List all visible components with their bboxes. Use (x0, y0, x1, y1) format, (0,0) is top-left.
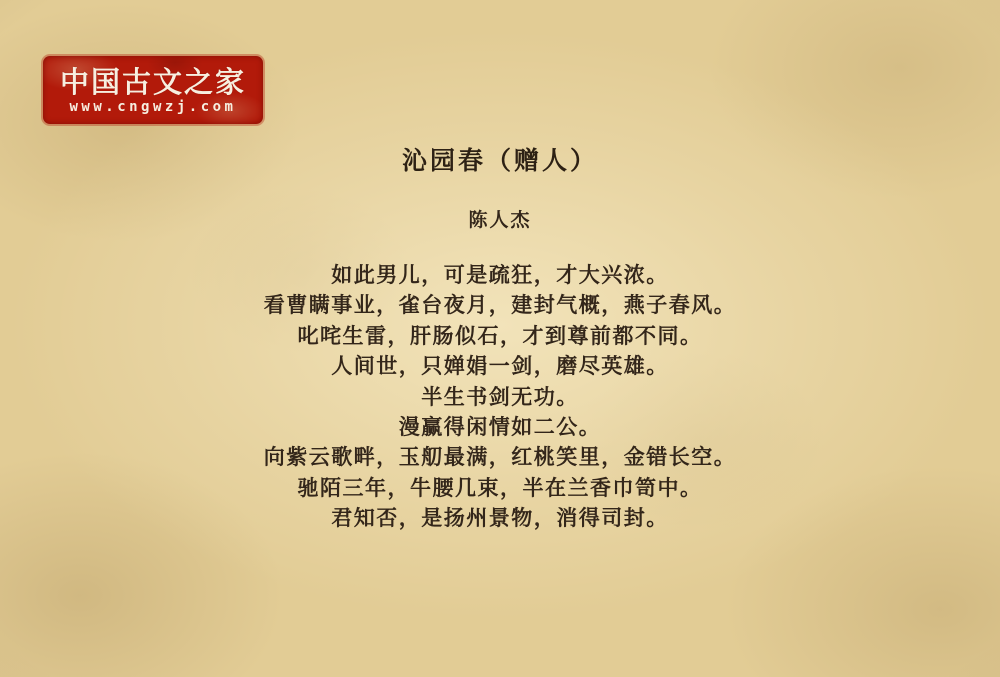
poem-line: 君知否，是扬州景物，消得司封。 (331, 506, 669, 531)
poem-line: 如此男儿，可是疏狂，才大兴浓。 (331, 263, 669, 287)
poem-title: 沁园春（赠人） (401, 146, 598, 175)
poem-line: 叱咤生雷，肝肠似石，才到尊前都不同。 (297, 323, 703, 348)
poem-line: 驰陌三年，牛腰几束，半在兰香巾笥中。 (297, 475, 703, 500)
site-logo-title: 中国古文之家 (59, 64, 246, 99)
poem-line: 半生书剑无功。 (421, 384, 579, 409)
poem-line: 向紫云歌畔，玉舠最满，红桃笑里，金错长空。 (263, 445, 737, 470)
poem-line: 漫赢得闲情如二公。 (398, 415, 602, 440)
site-seal-logo (43, 56, 263, 124)
poem-line: 看曹瞒事业，雀台夜月，建封气概，燕子春风。 (263, 293, 737, 318)
poem-author: 陈人杰 (468, 209, 532, 231)
poem-body (0, 260, 1000, 534)
site-logo-url: www.cngwzj.com (69, 98, 237, 115)
poem-line: 人间世，只婵娟一剑，磨尽英雄。 (331, 354, 669, 379)
